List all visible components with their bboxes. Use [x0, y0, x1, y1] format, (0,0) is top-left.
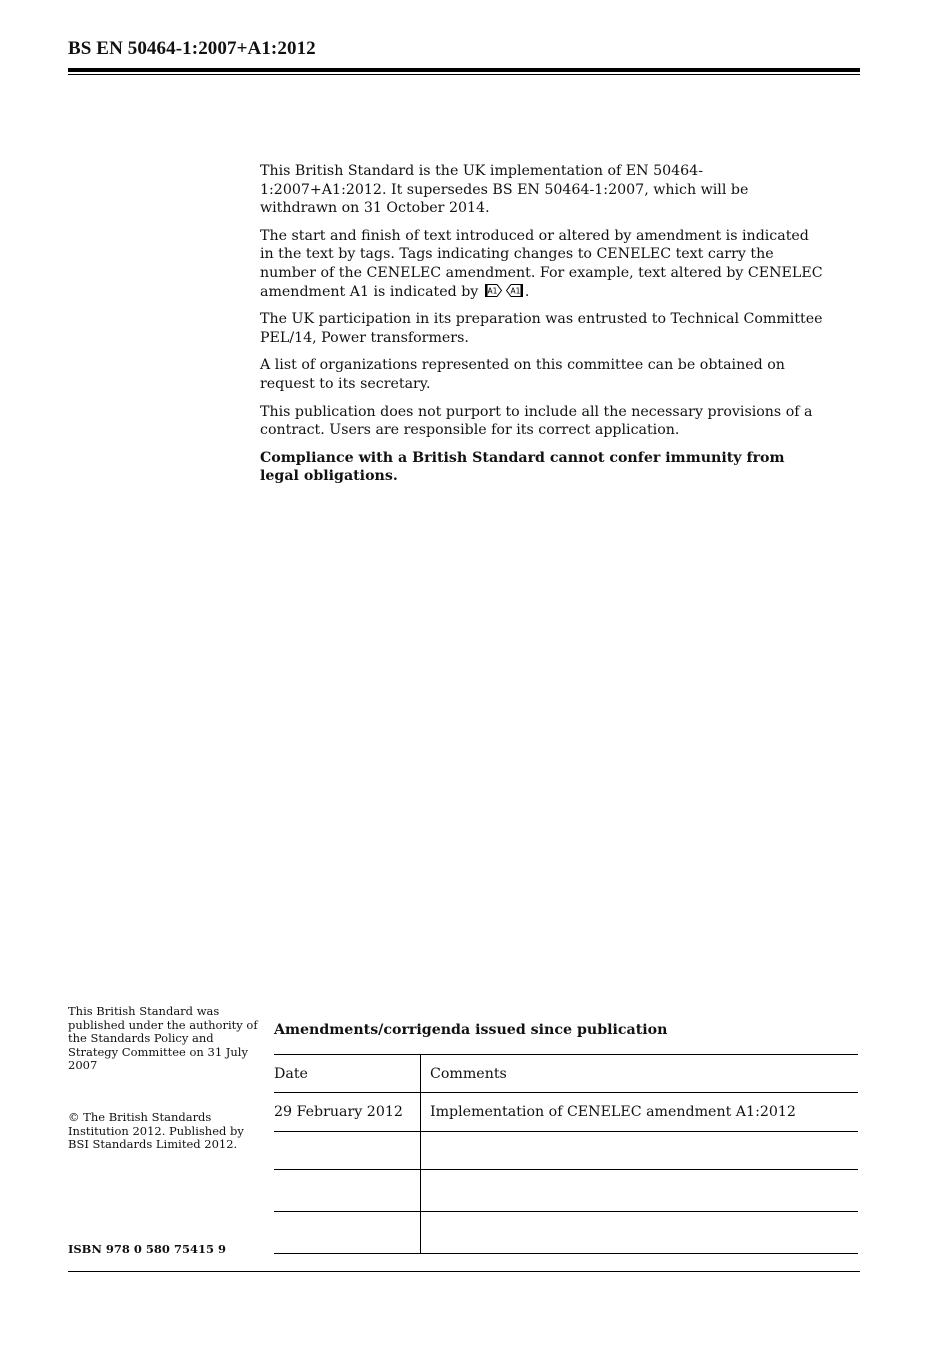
- paragraph-amendment-tags-end: .: [524, 283, 530, 300]
- header-rule-thick: [68, 68, 860, 72]
- table-row: [274, 1132, 858, 1170]
- table-row: [274, 1093, 858, 1132]
- table-cell-date: [274, 1132, 421, 1170]
- paragraph-organizations: A list of organizations represented on this committee can be obtained on request to its secretary.: [260, 357, 785, 392]
- amendment-start-tag-label: A1: [487, 286, 498, 296]
- table-cell-date: 29 February 2012: [274, 1093, 421, 1132]
- table-row: [274, 1212, 858, 1254]
- paragraph-implementation: This British Standard is the UK implementation of EN 50464-1:2007+A1:2012. It supersedes BS EN 50464-1:2007, which will be withdrawn on 31 October 2014.: [260, 163, 749, 217]
- foreword-text: [260, 162, 825, 495]
- paragraph-amendment-tags-text: The start and finish of text introduced or altered by amendment is indicated in the text by tags. Tags indicating changes to CENELEC text carry the number of the CENELEC amendment. For example, text altered by CENELEC amendment A1 is indicated by: [260, 227, 823, 300]
- table-cell-comments: [421, 1212, 859, 1254]
- paragraph-provisions: This publication does not purport to include all the necessary provisions of a contract. Users are responsible for its correct application.: [260, 403, 813, 439]
- table-cell-comments: Implementation of CENELEC amendment A1:2012: [421, 1093, 859, 1132]
- copyright-note: [68, 1111, 258, 1152]
- document-code-header: BS EN 50464-1:2007+A1:2012: [68, 38, 316, 59]
- column-header-comments: Comments: [421, 1055, 859, 1093]
- amendments-title: Amendments/corrigenda issued since publication: [274, 1022, 668, 1038]
- table-cell-comments: [421, 1132, 859, 1170]
- amendment-end-tag-icon: [506, 284, 523, 297]
- amendment-start-tag-icon: [485, 284, 502, 297]
- paragraph-amendment-tags: [260, 227, 825, 301]
- paragraph-committee: The UK participation in its preparation was entrusted to Technical Committee PEL/14, Power transformers.: [260, 311, 823, 346]
- table-row: [274, 1170, 858, 1212]
- column-header-date: Date: [274, 1055, 421, 1093]
- isbn: ISBN 978 0 580 75415 9: [68, 1242, 226, 1256]
- amendment-end-tag-label: A1: [510, 286, 521, 296]
- table-cell-date: [274, 1212, 421, 1254]
- paragraph-compliance: Compliance with a British Standard cannot confer immunity from legal obligations.: [260, 449, 785, 485]
- table-header-row: [274, 1055, 858, 1093]
- table-cell-date: [274, 1170, 421, 1212]
- table-cell-comments: [421, 1170, 859, 1212]
- amendments-table: [274, 1054, 858, 1254]
- publication-note: [68, 1005, 258, 1073]
- publication-note-text: This British Standard was published under the authority of the Standards Policy and Strategy Committee on 31 July 2007: [68, 1004, 258, 1072]
- header-rule-thin: [68, 74, 860, 75]
- copyright-text: © The British Standards Institution 2012. Published by BSI Standards Limited 2012.: [68, 1110, 244, 1151]
- footer-rule: [68, 1271, 860, 1272]
